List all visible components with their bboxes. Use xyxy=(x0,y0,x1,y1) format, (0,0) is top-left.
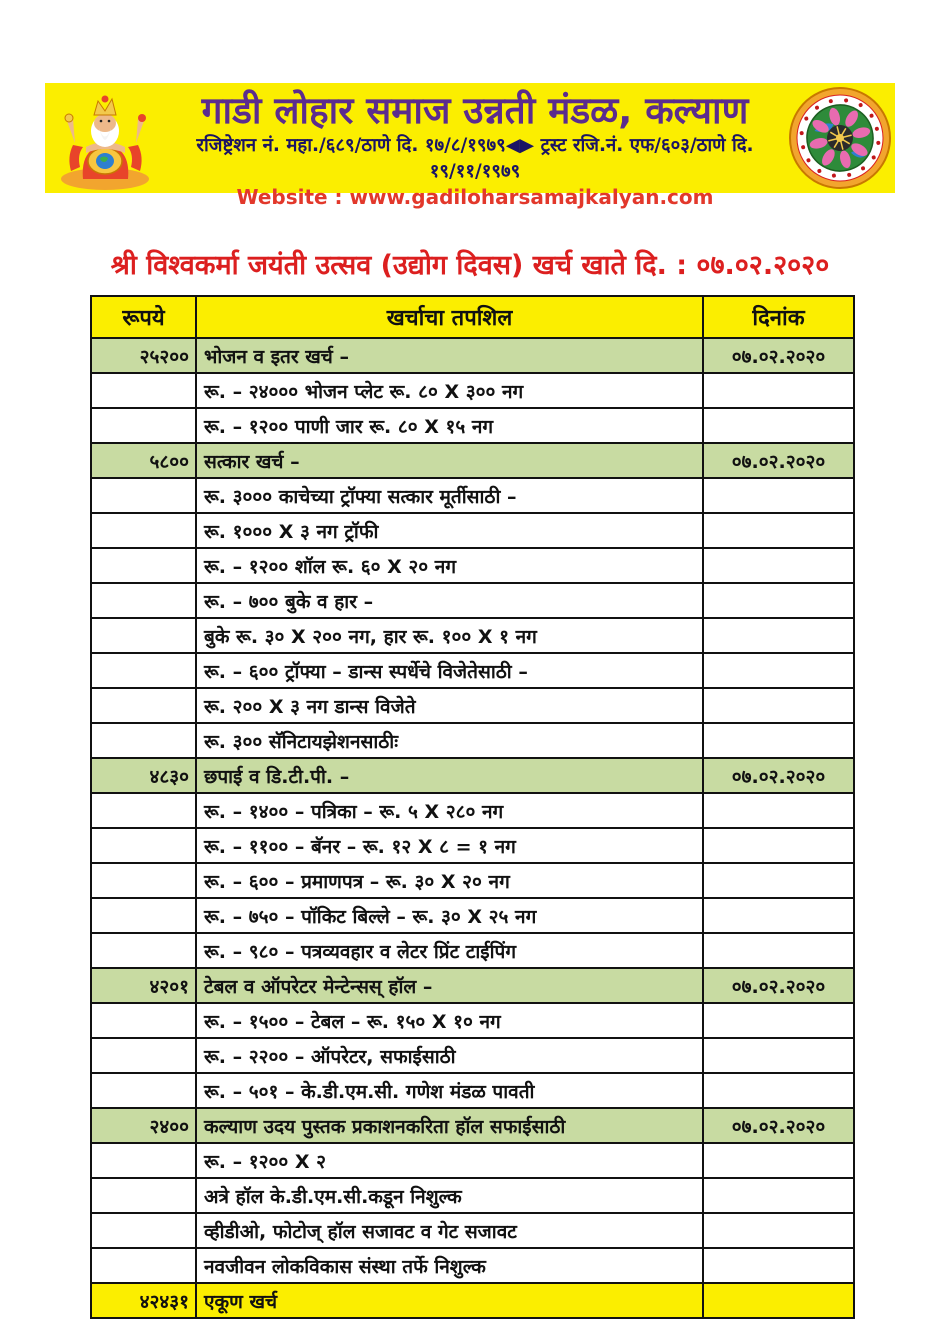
detail-cell: रू. – १५०० – टेबल – रू. १५० X १० नग xyxy=(196,1003,703,1038)
detail-cell: रू. – १२०० X २ xyxy=(196,1143,703,1178)
table-row xyxy=(91,1248,854,1283)
amount-cell: ४२४३१ xyxy=(91,1283,196,1318)
detail-cell: भोजन व इतर खर्च – xyxy=(196,338,703,373)
amount-cell xyxy=(91,1213,196,1248)
expense-table xyxy=(90,295,855,1319)
detail-cell: सत्कार खर्च – xyxy=(196,443,703,478)
detail-cell: बुके रू. ३० X २०० नग, हार रू. १०० X १ नग xyxy=(196,618,703,653)
date-cell xyxy=(703,793,854,828)
amount-cell xyxy=(91,828,196,863)
society-emblem-icon xyxy=(787,85,893,191)
amount-cell xyxy=(91,723,196,758)
table-row xyxy=(91,548,854,583)
table-row xyxy=(91,968,854,1003)
expense-table-body xyxy=(91,338,854,1318)
table-header-row xyxy=(91,296,854,338)
table-row xyxy=(91,408,854,443)
amount-cell xyxy=(91,1248,196,1283)
emblem-image-holder xyxy=(785,83,895,193)
date-cell xyxy=(703,1283,854,1318)
amount-cell xyxy=(91,863,196,898)
amount-cell xyxy=(91,513,196,548)
detail-cell: एकूण खर्च xyxy=(196,1283,703,1318)
column-header-detail: खर्चाचा तपशिल xyxy=(196,296,703,338)
date-cell xyxy=(703,1178,854,1213)
date-cell: ०७.०२.२०२० xyxy=(703,968,854,1003)
detail-cell: रू. – १४०० – पत्रिका – रू. ५ X २८० नग xyxy=(196,793,703,828)
detail-cell: रू. ३००० काचेच्या ट्रॉफ्या सत्कार मूर्तीसाठी – xyxy=(196,478,703,513)
table-row xyxy=(91,933,854,968)
date-cell xyxy=(703,898,854,933)
detail-cell: रू. – २४००० भोजन प्लेट रू. ८० X ३०० नग xyxy=(196,373,703,408)
date-cell: ०७.०२.२०२० xyxy=(703,338,854,373)
amount-cell: ५८०० xyxy=(91,443,196,478)
detail-cell: रू. – ११०० – बॅनर – रू. १२ X ८ = १ नग xyxy=(196,828,703,863)
website-line[interactable]: Website : www.gadiloharsamajkalyan.com xyxy=(236,185,714,209)
table-row xyxy=(91,443,854,478)
detail-cell: रू. – ७०० बुके व हार – xyxy=(196,583,703,618)
detail-cell: रू. – ५०१ – के.डी.एम.सी. गणेश मंडळ पावती xyxy=(196,1073,703,1108)
date-cell xyxy=(703,863,854,898)
amount-cell xyxy=(91,583,196,618)
detail-cell: रू. – ९८० – पत्रव्यवहार व लेटर प्रिंट टाईपिंग xyxy=(196,933,703,968)
table-row xyxy=(91,1178,854,1213)
date-cell xyxy=(703,373,854,408)
detail-cell: रू. – ६०० ट्रॉफ्या – डान्स स्पर्धेचे विजेतेसाठी – xyxy=(196,653,703,688)
detail-cell: टेबल व ऑपरेटर मेन्टेन्सस् हॉल – xyxy=(196,968,703,1003)
detail-cell: अत्रे हॉल के.डी.एम.सी.कडून निशुल्क xyxy=(196,1178,703,1213)
date-cell xyxy=(703,478,854,513)
date-cell xyxy=(703,583,854,618)
detail-cell: छपाई व डि.टी.पी. – xyxy=(196,758,703,793)
amount-cell xyxy=(91,653,196,688)
amount-cell xyxy=(91,1038,196,1073)
table-row xyxy=(91,828,854,863)
detail-cell: कल्याण उदय पुस्तक प्रकाशनकरिता हॉल सफाईसाठी xyxy=(196,1108,703,1143)
registration-line: रजिष्ट्रेशन नं. महा./६८९/ठाणे दि. १७/८/१९७९◀▶ ट्रस्ट रजि.नं. एफ/६०३/ठाणे दि. १९/११/१९७९ xyxy=(196,135,754,182)
date-cell xyxy=(703,828,854,863)
vishwakarma-deity-icon xyxy=(53,87,158,191)
table-row xyxy=(91,1073,854,1108)
date-cell: ०७.०२.२०२० xyxy=(703,1108,854,1143)
table-row xyxy=(91,478,854,513)
amount-cell xyxy=(91,1073,196,1108)
date-cell xyxy=(703,1073,854,1108)
detail-cell: नवजीवन लोकविकास संस्था तर्फे निशुल्क xyxy=(196,1248,703,1283)
table-row xyxy=(91,618,854,653)
table-row xyxy=(91,373,854,408)
amount-cell xyxy=(91,1178,196,1213)
header-banner xyxy=(45,83,895,209)
table-row xyxy=(91,583,854,618)
table-row xyxy=(91,1108,854,1143)
date-cell xyxy=(703,1213,854,1248)
table-row xyxy=(91,1143,854,1178)
table-row xyxy=(91,1038,854,1073)
amount-cell xyxy=(91,793,196,828)
table-row xyxy=(91,793,854,828)
amount-cell xyxy=(91,408,196,443)
table-row xyxy=(91,653,854,688)
amount-cell xyxy=(91,1143,196,1178)
detail-cell: रू. १००० X ३ नग ट्रॉफी xyxy=(196,513,703,548)
date-cell xyxy=(703,933,854,968)
table-row xyxy=(91,688,854,723)
detail-cell: रू. – ६०० – प्रमाणपत्र – रू. ३० X २० नग xyxy=(196,863,703,898)
amount-cell: ४८३० xyxy=(91,758,196,793)
date-cell xyxy=(703,1038,854,1073)
date-cell xyxy=(703,1003,854,1038)
date-cell xyxy=(703,723,854,758)
date-cell xyxy=(703,1248,854,1283)
detail-cell: रू. – १२०० पाणी जार रू. ८० X १५ नग xyxy=(196,408,703,443)
expense-account-title: श्री विश्वकर्मा जयंती उत्सव (उद्योग दिवस) खर्च खाते दि. : ०७.०२.२०२० xyxy=(110,250,830,281)
date-cell: ०७.०२.२०२० xyxy=(703,758,854,793)
date-cell xyxy=(703,1143,854,1178)
table-row xyxy=(91,758,854,793)
detail-cell: रू. – २२०० – ऑपरेटर, सफाईसाठी xyxy=(196,1038,703,1073)
detail-cell: रू. – १२०० शॉल रू. ६० X २० नग xyxy=(196,548,703,583)
date-cell xyxy=(703,618,854,653)
amount-cell xyxy=(91,373,196,408)
detail-cell: रू. २०० X ३ नग डान्स विजेते xyxy=(196,688,703,723)
date-cell: ०७.०२.२०२० xyxy=(703,443,854,478)
column-header-amount: रूपये xyxy=(91,296,196,338)
detail-cell: रू. – ७५० – पॉकिट बिल्ले – रू. ३० X २५ नग xyxy=(196,898,703,933)
amount-cell xyxy=(91,898,196,933)
detail-cell: रू. ३०० सॅनिटायझेशनसाठीः xyxy=(196,723,703,758)
deity-image-holder xyxy=(45,83,165,193)
date-cell xyxy=(703,513,854,548)
table-row xyxy=(91,513,854,548)
table-row xyxy=(91,1003,854,1038)
amount-cell: २५२०० xyxy=(91,338,196,373)
table-row xyxy=(91,723,854,758)
organization-title: गाडी लोहार समाज उन्नती मंडळ, कल्याण xyxy=(201,89,749,132)
table-row xyxy=(91,863,854,898)
column-header-date: दिनांक xyxy=(703,296,854,338)
amount-cell: २४०० xyxy=(91,1108,196,1143)
amount-cell xyxy=(91,618,196,653)
detail-cell: व्हीडीओ, फोटोज् हॉल सजावट व गेट सजावट xyxy=(196,1213,703,1248)
table-row xyxy=(91,1283,854,1318)
date-cell xyxy=(703,688,854,723)
amount-cell: ४२०१ xyxy=(91,968,196,1003)
date-cell xyxy=(703,408,854,443)
table-row xyxy=(91,338,854,373)
table-row xyxy=(91,898,854,933)
amount-cell xyxy=(91,478,196,513)
banner-text-block xyxy=(165,83,785,209)
amount-cell xyxy=(91,933,196,968)
date-cell xyxy=(703,653,854,688)
date-cell xyxy=(703,548,854,583)
amount-cell xyxy=(91,1003,196,1038)
amount-cell xyxy=(91,548,196,583)
table-row xyxy=(91,1213,854,1248)
amount-cell xyxy=(91,688,196,723)
